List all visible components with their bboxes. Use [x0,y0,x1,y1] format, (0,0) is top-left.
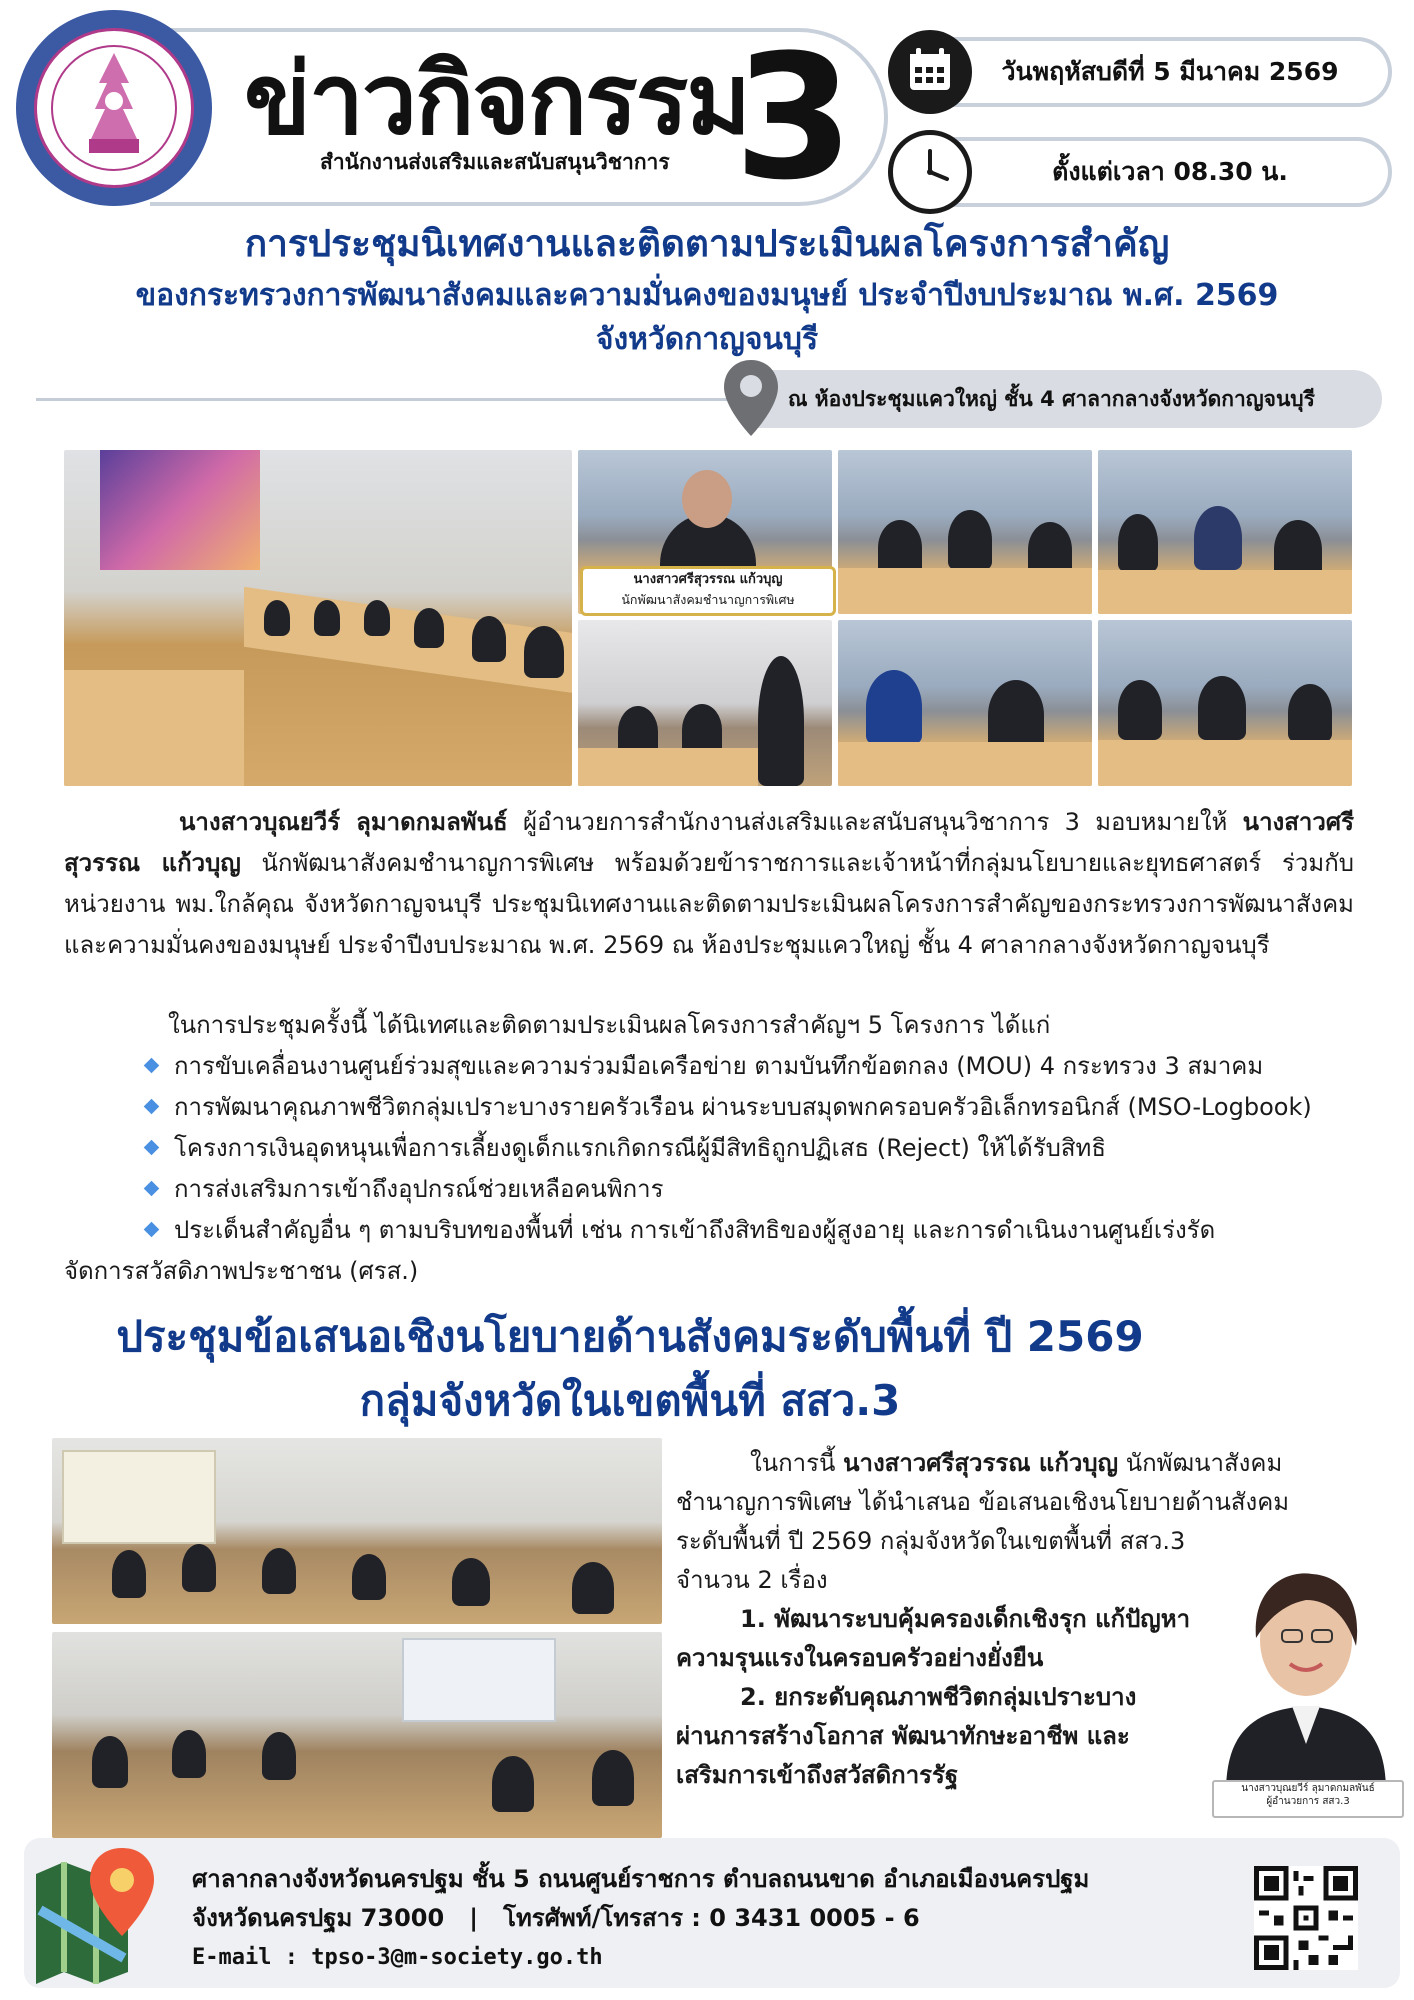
org-seal-inner [34,28,194,188]
meeting-photo-3 [1098,450,1352,614]
story2-intro: ในการนี้ นางสาวศรีสุวรรณ แก้วบุญ นักพัฒนาสังคม [750,1449,1283,1477]
lead-name-2: นางสาวศรีสุวรรณ แก้วบุญ [64,808,1354,877]
director-name: นางสาวบุณยวีร์ ลุมาดกมลพันธ์ [1241,1783,1375,1794]
footer-separator: | [469,1904,479,1932]
footer-contact [192,1860,1089,1977]
director-title: ผู้อำนวยการ สสว.3 [1266,1796,1350,1807]
meeting-photo-5 [838,620,1092,786]
newsletter-org: สำนักงานส่งเสริมและสนับสนุนวิชาการ [320,150,670,174]
story1-paragraph [64,802,1354,966]
date-pill [952,37,1392,107]
speaker-name: นางสาวศรีสุวรรณ แก้วบุญ [633,572,783,587]
presenter-name: นางสาวศรีสุวรรณ แก้วบุญ [843,1449,1119,1477]
location-pin-icon [722,358,780,438]
list-item: การพัฒนาคุณภาพชีวิตกลุ่มเปราะบางรายครัวเรือน ผ่านระบบสมุดพกครอบครัวอิเล็กทรอนิกส์ (MSO-Logbook) [64,1087,1364,1128]
footer-address-line2 [192,1899,1089,1938]
policy-item-1: 1. พัฒนาระบบคุ้มครองเด็กเชิงรุก แก้ปัญหา [740,1605,1191,1633]
footer-phone: โทรศัพท์/โทรสาร : 0 3431 0005 - 6 [503,1904,920,1932]
story2-line4: จำนวน 2 เรื่อง [676,1566,828,1594]
story2-headline-line2: กลุ่มจังหวัดในเขตพื้นที่ สสว.3 [359,1376,901,1425]
location-text: ณ ห้องประชุมแควใหญ่ ชั้น 4 ศาลากลางจังหวัดกาญจนบุรี [788,386,1315,411]
director-portrait [1216,1530,1396,1792]
footer-address-2: จังหวัดนครปฐม 73000 [192,1904,445,1932]
policy-meeting-photo-1 [52,1438,662,1624]
newsletter-number: 3 [734,17,854,218]
policy-meeting-photo-2 [52,1632,662,1838]
location-pill [730,370,1382,428]
story2-text [676,1444,1306,1795]
clock-icon [888,130,972,214]
list-item-continuation: จัดการสวัสดิภาพประชาชน (ศรส.) [64,1257,419,1285]
para-text-b: นักพัฒนาสังคมชำนาญการพิเศษ พร้อมด้วยข้าราชการและเจ้าหน้าที่กลุ่มนโยบายและยุทธศาสตร์ ร่วมกับ หน่วยงาน พม.ใกล้คุณ จังหวัดกาญจนบุรี ประชุมนิเทศงานและติดตามประเมินผลโครงการสำคัญของกระทรวงการพัฒนาสังคมและความมั่นคงของมนุษย์ ประจำปีงบประมาณ พ.ศ. 2569 ณ ห้องประชุมแควใหญ่ ชั้น 4 ศาลากลางจังหวัดกาญจนบุรี [64,849,1354,959]
policy-item-1-cont: ความรุนแรงในครอบครัวอย่างยั่งยืน [676,1644,1044,1672]
qr-code[interactable] [1254,1866,1358,1970]
location-divider [36,398,756,401]
story2-line2: ชำนาญการพิเศษ ได้นำเสนอ ข้อเสนอเชิงนโยบายด้านสังคม [676,1488,1290,1516]
meeting-photo-4 [578,620,832,786]
lead-name: นางสาวบุณยวีร์ ลุมาดกมลพันธ์ [179,808,508,836]
policy-item-2-cont: ผ่านการสร้างโอกาส พัฒนาทักษะอาชีพ และ [676,1722,1130,1750]
speaker-name-card [580,566,836,616]
meeting-photo-6 [1098,620,1352,786]
policy-item-2: 2. ยกระดับคุณภาพชีวิตกลุ่มเปราะบาง [740,1683,1137,1711]
newsletter-title: ข่าวกิจกรรม [244,43,750,157]
para-text-a: ผู้อำนวยการสำนักงานส่งเสริมและสนับสนุนวิชาการ 3 มอบหมายให้ [507,808,1243,836]
seal-emblem-icon [37,31,191,185]
map-icon [24,1840,164,1990]
list-item: ประเด็นสำคัญอื่น ๆ ตามบริบทของพื้นที่ เช่น การเข้าถึงสิทธิของผู้สูงอายุ และการดำเนินงานศูนย์เร่งรัด [64,1210,1364,1251]
story1-headline-line2: ของกระทรวงการพัฒนาสังคมและความมั่นคงของมนุษย์ ประจำปีงบประมาณ พ.ศ. 2569 [135,278,1279,313]
list-item: โครงการเงินอุดหนุนเพื่อการเลี้ยงดูเด็กแรกเกิดกรณีผู้มีสิทธิถูกปฏิเสธ (Reject) ให้ได้รับสิทธิ [64,1128,1364,1169]
speaker-title: นักพัฒนาสังคมชำนาญการพิเศษ [621,592,795,607]
calendar-icon [888,30,972,114]
date-text: วันพฤหัสบดีที่ 5 มีนาคม 2569 [1001,57,1339,86]
story2-headline-line1: ประชุมข้อเสนอเชิงนโยบายด้านสังคมระดับพื้นที่ ปี 2569 [116,1312,1144,1361]
footer-email[interactable]: E-mail : tpso-3@m-society.go.th [192,1945,603,1970]
story1-headline-line3: จังหวัดกาญจนบุรี [595,322,819,357]
meeting-photo-2 [838,450,1092,614]
director-name-card [1212,1780,1404,1818]
policy-item-2-cont2: เสริมการเข้าถึงสวัสดิการรัฐ [676,1761,959,1789]
story2-line3: ระดับพื้นที่ ปี 2569 กลุ่มจังหวัดในเขตพื้นที่ สสว.3 [676,1527,1186,1555]
list-item: การส่งเสริมการเข้าถึงอุปกรณ์ช่วยเหลือคนพิการ [64,1169,1364,1210]
meeting-room-photo [64,450,572,786]
time-pill [952,137,1392,207]
project-list [64,1046,1364,1292]
list-item: การขับเคลื่อนงานศูนย์ร่วมสุขและความร่วมมือเครือข่าย ตามบันทึกข้อตกลง (MOU) 4 กระทรวง 3 สมาคม [64,1046,1364,1087]
time-text: ตั้งแต่เวลา 08.30 น. [1052,157,1288,186]
story1-headline-line1: การประชุมนิเทศงานและติดตามประเมินผลโครงการสำคัญ [244,222,1170,265]
story1-intro-list: ในการประชุมครั้งนี้ ได้นิเทศและติดตามประเมินผลโครงการสำคัญฯ 5 โครงการ ได้แก่ [168,1011,1051,1039]
footer-address-1: ศาลากลางจังหวัดนครปฐม ชั้น 5 ถนนศูนย์ราชการ ตำบลถนนขาด อำเภอเมืองนครปฐม [192,1865,1090,1893]
